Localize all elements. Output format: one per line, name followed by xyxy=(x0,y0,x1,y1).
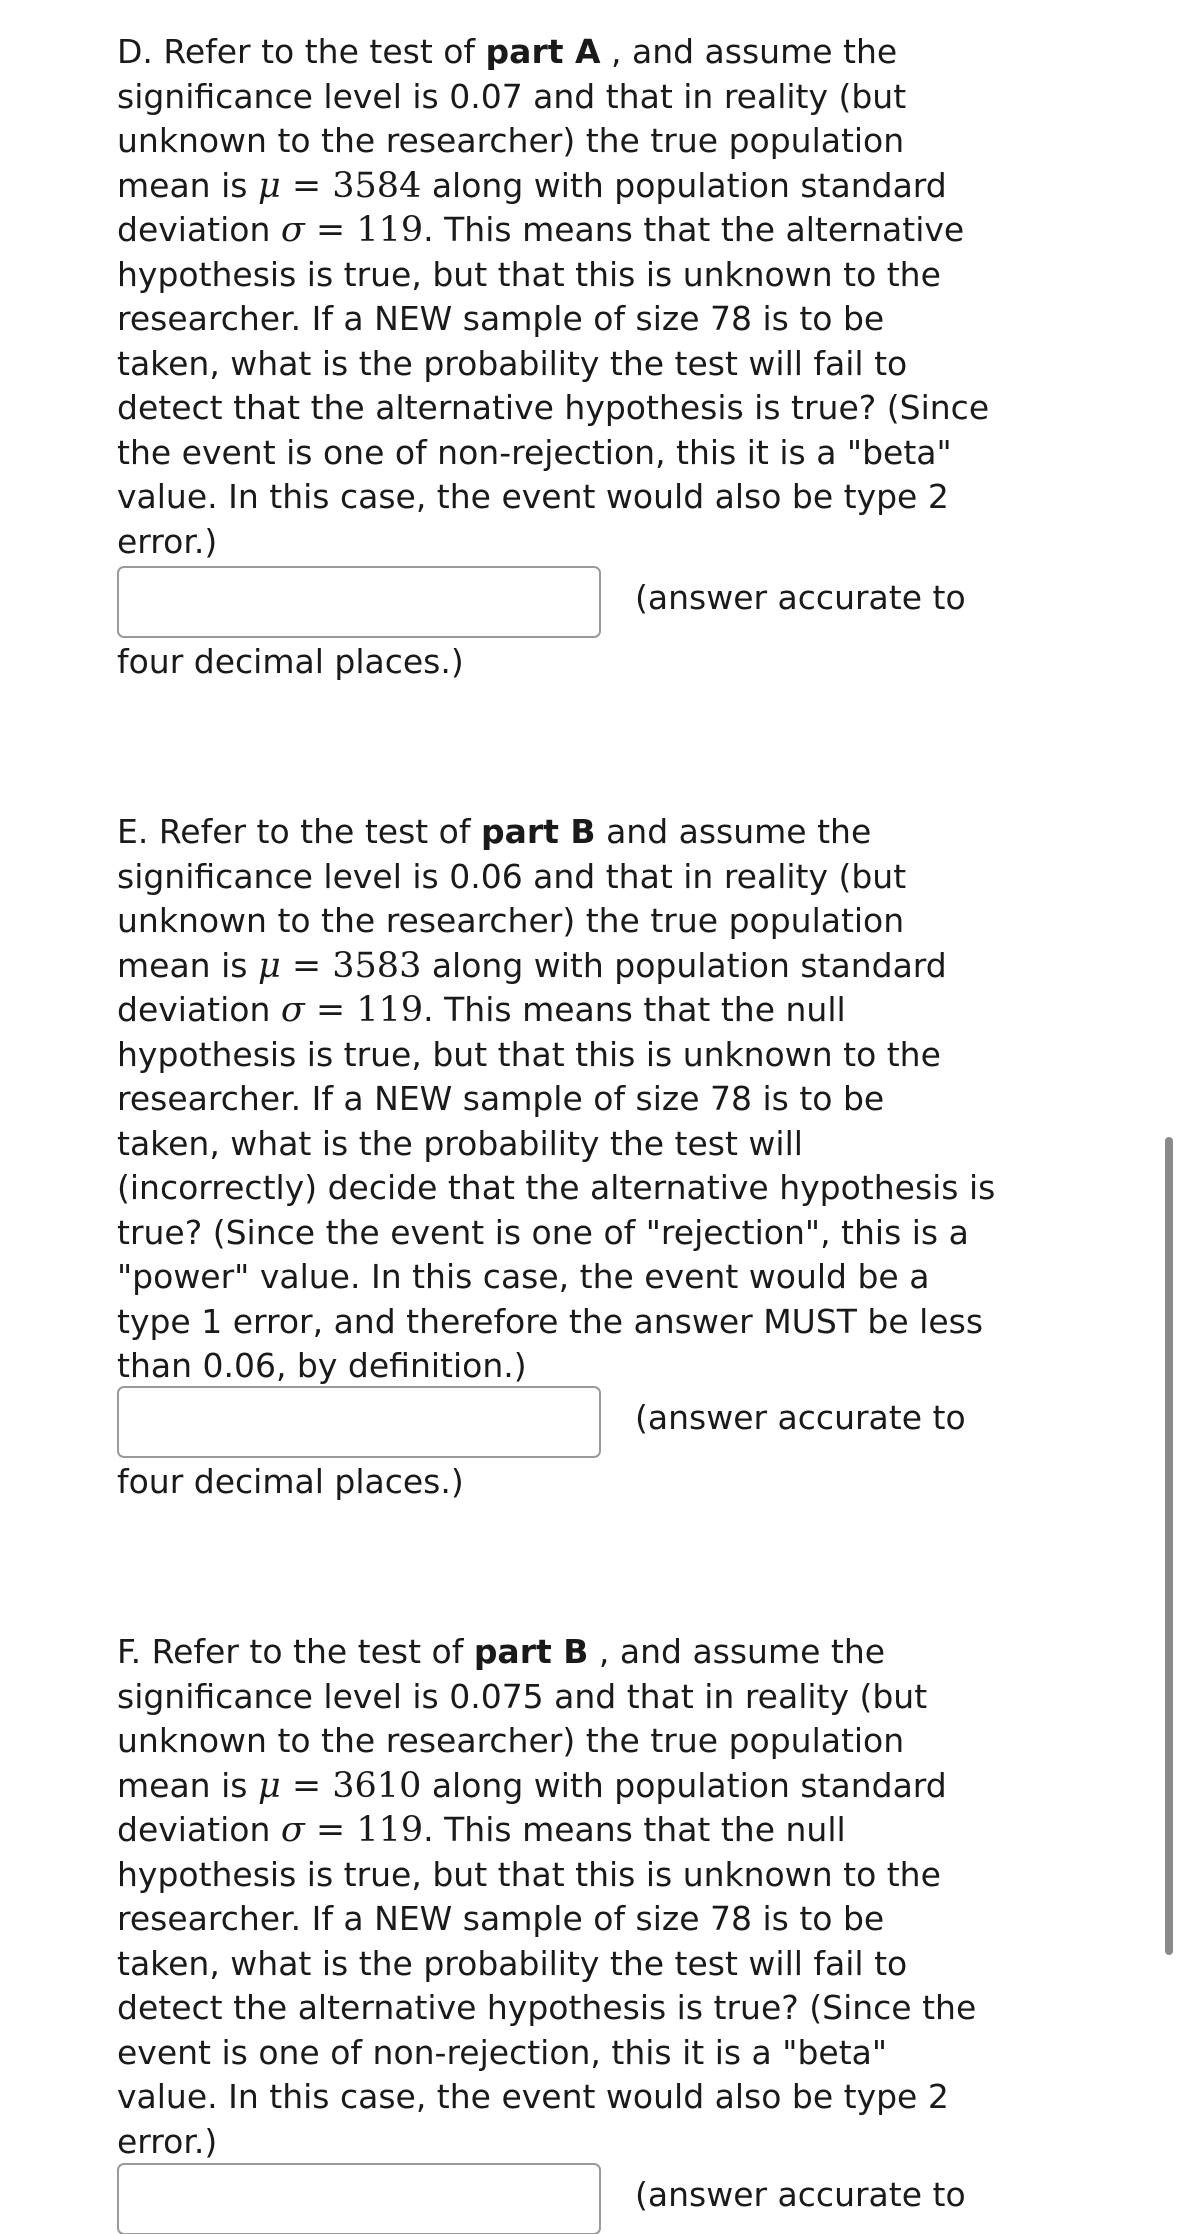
accuracy-note-cont: four decimal places.) xyxy=(117,1462,464,1501)
part-reference: part A xyxy=(485,32,601,71)
mu-expression: μ = 3584 xyxy=(257,165,422,206)
sigma-expression: σ = 119 xyxy=(280,210,424,250)
answer-input-f[interactable] xyxy=(117,2163,601,2234)
sigma-expression: σ = 119 xyxy=(280,990,424,1030)
answer-input-d[interactable] xyxy=(117,566,601,638)
question-f-text: F. Refer to the test of part B , and assume the significance level is 0.075 and that in reality (but unknown to the researcher) the true population mean is μ = 3610 along with population standard deviation σ = 119. This means that the null hypothesis is true, but that this is unknown to the researcher. If a NEW sample of size 78 is to be taken, what is the probability the test will fail to detect the alternative hypothesis is true? (Since the event is one of non-rejection, this it is a "beta" value. In this case, the event would also be type 2 error.) xyxy=(117,1632,977,2161)
question-e xyxy=(117,810,997,1389)
scrollbar-thumb[interactable] xyxy=(1165,1137,1173,1955)
accuracy-note: (answer accurate to xyxy=(635,1398,966,1437)
question-f xyxy=(117,1630,997,2164)
answer-block-f xyxy=(117,2163,997,2234)
part-reference: part B xyxy=(473,1632,589,1671)
mu-expression: μ = 3583 xyxy=(257,945,422,986)
answer-input-e[interactable] xyxy=(117,1386,601,1458)
accuracy-note: (answer accurate to xyxy=(635,578,966,617)
question-d-text: D. Refer to the test of part A , and assume the significance level is 0.07 and that in reality (but unknown to the researcher) the true population mean is μ = 3584 along with population standard deviation σ = 119. This means that the alternative hypothesis is true, but that this is unknown to the researcher. If a NEW sample of size 78 is to be taken, what is the probability the test will fail to detect that the alternative hypothesis is true? (Since the event is one of non-rejection, this it is a "beta" value. In this case, the event would also be type 2 error.) xyxy=(117,32,990,561)
accuracy-note: (answer accurate to xyxy=(635,2175,966,2214)
sigma-expression: σ = 119 xyxy=(280,1810,424,1850)
accuracy-note-cont: four decimal places.) xyxy=(117,642,464,681)
part-reference: part B xyxy=(480,812,596,851)
question-d xyxy=(117,30,997,564)
answer-block-d xyxy=(117,566,997,684)
answer-block-e xyxy=(117,1386,997,1504)
mu-expression: μ = 3610 xyxy=(257,1765,422,1806)
question-e-text: E. Refer to the test of part B and assume the significance level is 0.06 and that in reality (but unknown to the researcher) the true population mean is μ = 3583 along with population standard deviation σ = 119. This means that the null hypothesis is true, but that this is unknown to the researcher. If a NEW sample of size 78 is to be taken, what is the probability the test will (incorrectly) decide that the alternative hypothesis is true? (Since the event is one of "rejection", this is a "power" value. In this case, the event would be a type 1 error, and therefore the answer MUST be less than 0.06, by definition.) xyxy=(117,812,996,1385)
scrollbar[interactable] xyxy=(1159,0,1179,2234)
